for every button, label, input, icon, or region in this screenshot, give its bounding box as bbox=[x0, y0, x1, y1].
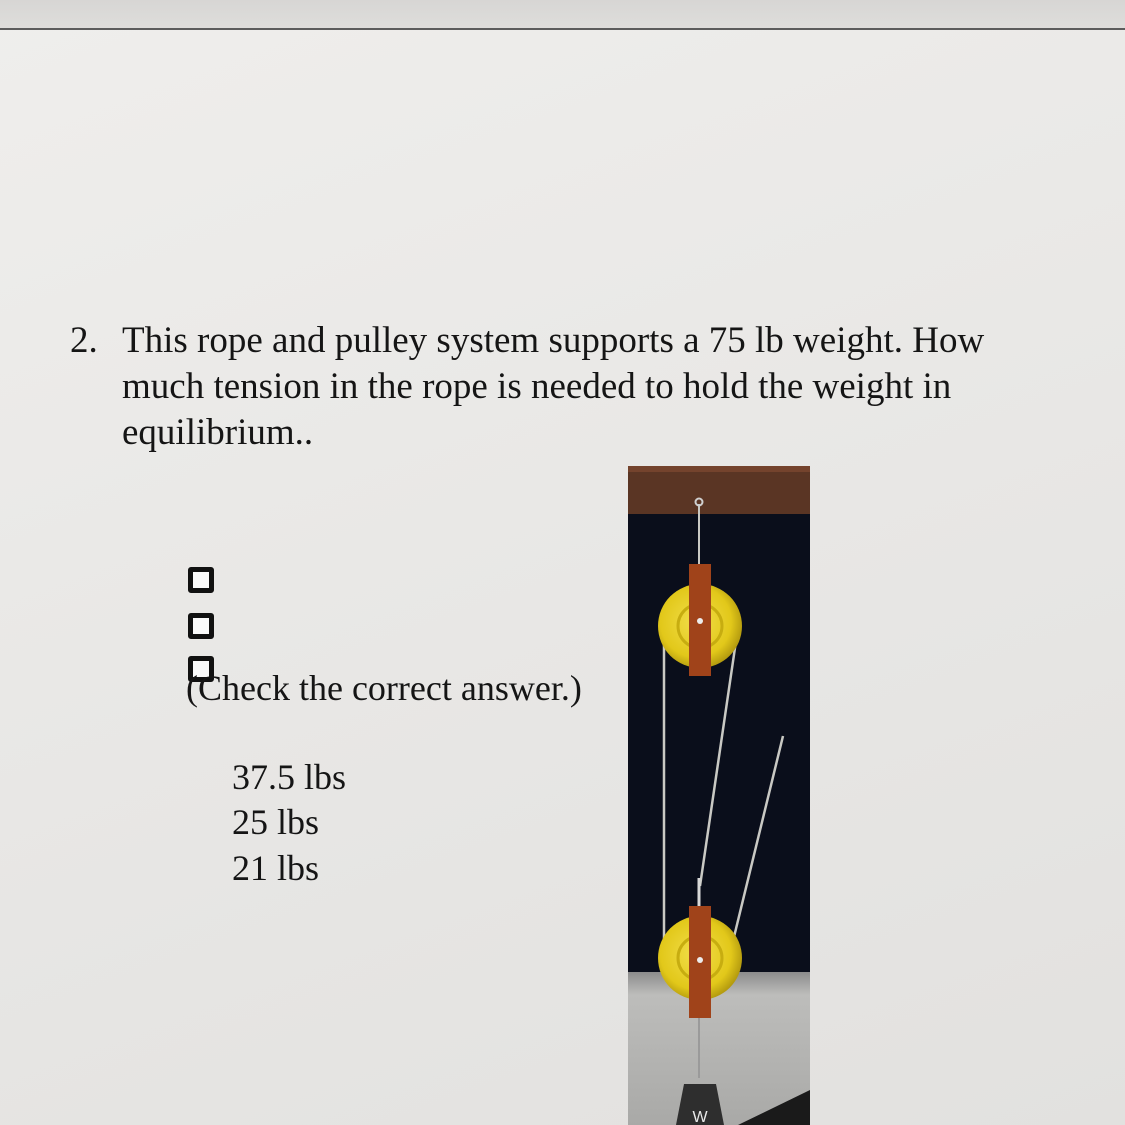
pulley-system-figure bbox=[628, 466, 810, 1125]
weight-label: W bbox=[692, 1109, 708, 1125]
instruction-text: (Check the correct answer.) bbox=[186, 668, 582, 708]
choice-label-1: 37.5 lbs bbox=[232, 757, 347, 797]
question-number: 2. bbox=[70, 320, 98, 361]
question-text: This rope and pulley system supports a 75 lb weight. How much tension in the rope is needed to hold the weight in equilibrium.. bbox=[122, 320, 985, 453]
pulley-diagram bbox=[628, 466, 810, 1125]
answer-checkbox-2[interactable] bbox=[188, 613, 214, 639]
ceiling-beam bbox=[628, 466, 810, 514]
choice-label-2: 25 lbs bbox=[232, 802, 320, 842]
weight-block bbox=[676, 1084, 724, 1125]
answer-checkbox-1[interactable] bbox=[188, 567, 214, 593]
top-margin bbox=[0, 0, 1125, 28]
choice-label-3: 21 lbs bbox=[232, 848, 320, 888]
horizontal-rule bbox=[0, 28, 1125, 30]
